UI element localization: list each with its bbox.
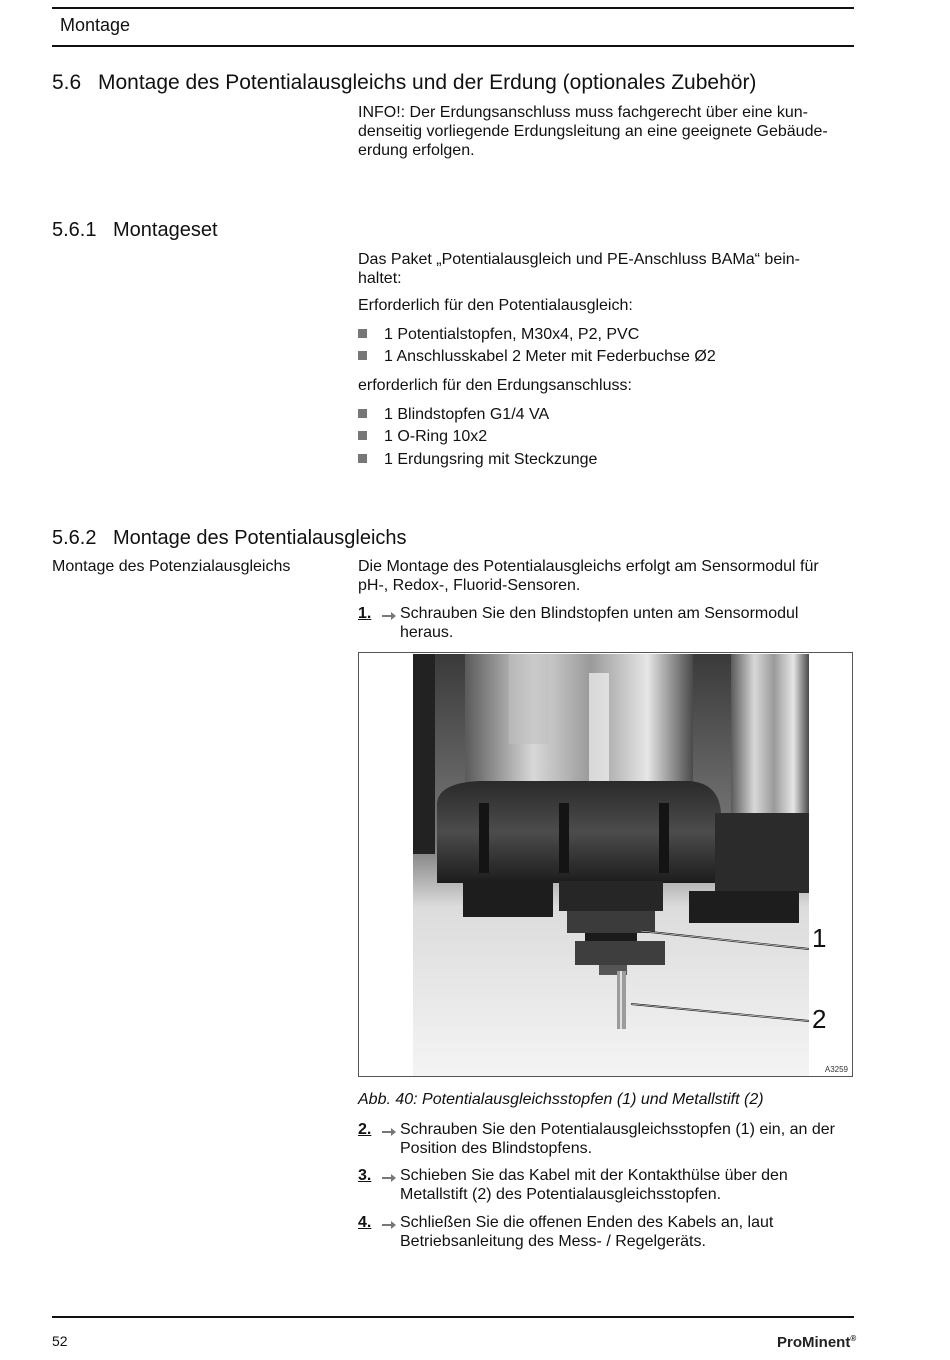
step-number: 4. [358,1214,372,1231]
step-arrow-icon [382,1220,396,1230]
callout-1-label: 1 [812,923,827,953]
step-line: Schrauben Sie den Blindstopfen unten am Sensormodul [400,605,799,622]
intro-line: Die Montage des Potentialausgleichs erfolgt am Sensormodul für [358,558,819,575]
list-item-text: 1 Anschlusskabel 2 Meter mit Federbuchse Ø2 [384,348,716,365]
step-number: 3. [358,1167,372,1184]
step-line: Schließen Sie die offenen Enden des Kabels an, laut [400,1214,774,1231]
top-rule [52,7,854,9]
step-line: Schrauben Sie den Potentialausgleichsstopfen (1) ein, an der [400,1121,835,1138]
section-heading [52,71,756,95]
list-item [358,427,487,446]
figure-frame [358,652,853,1077]
step-line: Metallstift (2) des Potentialausgleichsstopfen. [400,1186,722,1203]
brand-logo [777,1334,856,1351]
list-item [358,325,639,344]
brand-name: ProMinent [777,1334,851,1351]
step-line: heraus. [400,624,454,641]
info-label: INFO!: [358,104,406,121]
list-item-text: 1 Erdungsring mit Steckzunge [384,451,598,468]
package-intro [358,250,854,288]
info-line: denseitig vorliegende Erdungsleitung an eine geeignete Gebäude- [358,123,828,140]
intro-line: pH-, Redox-, Fluorid-Sensoren. [358,577,581,594]
bullet-square-icon [358,454,367,463]
figure-code: A3259 [824,1065,848,1074]
list-item [358,450,597,469]
subsection-heading [52,527,407,550]
step-number: 2. [358,1121,372,1138]
header-rule [52,45,854,47]
step-text [400,1213,856,1251]
step-number: 1. [358,605,372,622]
step-text [400,1166,856,1204]
bullet-square-icon [358,409,367,418]
bullet-square-icon [358,431,367,440]
subsection-heading [52,219,218,242]
step-text [400,604,856,642]
figure-caption: Abb. 40: Potentialausgleichsstopfen (1) und Metallstift (2) [358,1091,764,1108]
bullet-square-icon [358,329,367,338]
info-note [358,103,854,160]
step-line: Schieben Sie das Kabel mit der Kontakthülse über den [400,1167,788,1184]
section-number: 5.6 [52,71,82,94]
subsection-title: Montageset [113,219,218,241]
step-arrow-icon [382,1127,396,1137]
list-item-text: 1 Potentialstopfen, M30x4, P2, PVC [384,326,640,343]
subsection-title: Montage des Potentialausgleichs [113,527,407,549]
brand-registered-mark: ® [850,1334,857,1343]
info-line: Der Erdungsanschluss muss fachgerecht über eine kun- [405,104,808,121]
step-line: Betriebsanleitung des Mess- / Regelgeräts. [400,1233,706,1250]
list-item [358,347,716,366]
side-label: Montage des Potenzialausgleichs [52,558,291,575]
step-arrow-icon [382,611,396,621]
mounting-intro [358,557,854,595]
list-item-text: 1 Blindstopfen G1/4 VA [384,406,550,423]
bullet-square-icon [358,351,367,360]
running-header: Montage [60,15,131,35]
info-line: erdung erfolgen. [358,142,475,159]
page-number: 52 [52,1333,68,1349]
subsection-number: 5.6.2 [52,527,97,549]
subsection-number: 5.6.1 [52,219,97,241]
list-item-text: 1 O-Ring 10x2 [384,428,488,445]
list-item [358,405,549,424]
intro-line: haltet: [358,270,402,287]
footer-rule [52,1316,854,1318]
step-arrow-icon [382,1173,396,1183]
step-line: Position des Blindstopfens. [400,1140,593,1157]
earth-label: erforderlich für den Erdungsanschluss: [358,377,632,394]
section-title: Montage des Potentialausgleichs und der Erdung (optionales Zubehör) [98,71,757,94]
sensor-module-photo [359,653,852,1076]
pa-label: Erforderlich für den Potentialausgleich: [358,297,633,314]
callout-2-label: 2 [812,1004,827,1034]
step-text [400,1120,856,1158]
intro-line: Das Paket „Potentialausgleich und PE-Anschluss BAMa“ bein- [358,251,800,268]
